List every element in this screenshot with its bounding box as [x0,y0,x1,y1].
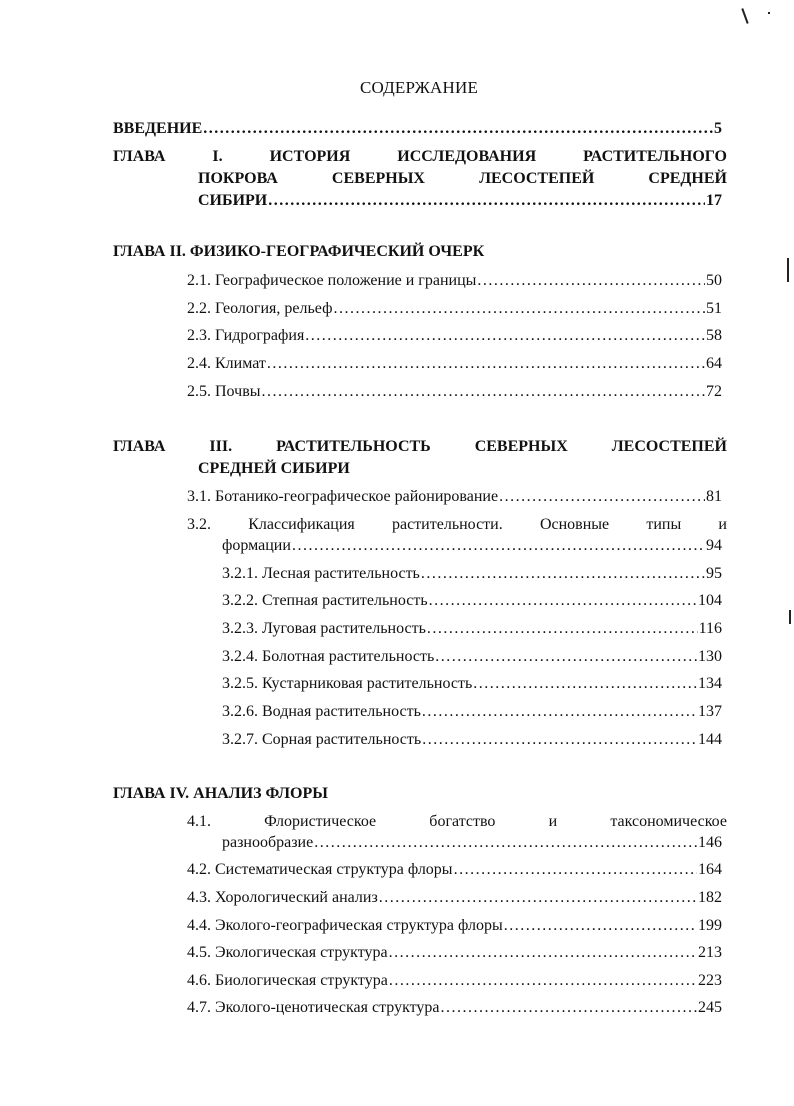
toc-leader [421,563,705,585]
scan-mark [787,258,789,282]
toc-word: ГЛАВА [113,438,166,455]
toc-entry[interactable] [187,887,722,909]
toc-word: Классификация [248,516,355,533]
toc-label: 3.2.3. Луговая растительность [222,620,426,637]
toc-chapter-1-line1[interactable] [113,146,727,168]
toc-leader [429,590,697,612]
toc-chapter-2-title[interactable]: ГЛАВА II. ФИЗИКО-ГЕОГРАФИЧЕСКИЙ ОЧЕРК [113,243,485,260]
toc-label: 2.5. Почвы [187,383,261,400]
toc-page: 95 [706,565,722,582]
toc-leader [203,118,713,140]
toc-word: растительности. [391,516,503,533]
toc-entry[interactable] [187,942,722,964]
toc-leader [454,859,697,881]
toc-label: 3.1. Ботанико-географическое районирование [187,488,499,505]
toc-label: 3.2.4. Болотная растительность [222,648,435,665]
toc-entry-4-1-line2[interactable] [222,832,722,854]
toc-word: ЛЕСОСТЕПЕЙ [611,438,727,455]
toc-leader [333,298,705,320]
toc-leader [305,325,705,347]
toc-leader [292,535,705,557]
toc-word: СРЕДНЕЙ [648,170,727,187]
toc-page: 116 [698,620,722,637]
toc-entry[interactable] [187,915,722,937]
toc-entry[interactable] [187,970,722,992]
toc-entry[interactable] [187,859,722,881]
toc-leader [435,646,697,668]
toc-word: I. [212,148,223,165]
toc-leader [427,618,698,640]
toc-label: формации [222,537,291,554]
toc-label: 2.2. Геология, рельеф [187,300,333,317]
toc-label: 3.2.7. Сорная растительность [222,731,422,748]
toc-page: 51 [706,300,722,317]
toc-leader [314,832,697,854]
scan-mark [741,8,748,24]
toc-page: 64 [706,355,722,372]
toc-word: и [718,516,727,533]
scan-mark [789,610,791,624]
toc-page: 130 [698,648,722,665]
toc-label: СИБИРИ [198,192,268,209]
toc-entry-intro[interactable] [113,118,722,140]
toc-label: 2.4. Климат [187,355,266,372]
toc-leader [499,486,705,508]
scan-mark [768,12,770,14]
toc-page: 137 [698,703,722,720]
toc-word: и [548,813,558,830]
toc-word: СЕВЕРНЫХ [331,170,425,187]
toc-label: 4.7. Эколого-ценотическая структура [187,999,440,1016]
toc-page: 58 [706,327,722,344]
toc-entry[interactable] [187,325,722,347]
toc-page: 94 [706,537,722,554]
toc-page: 146 [698,834,722,851]
toc-label: 3.2.5. Кустарниковая растительность [222,675,473,692]
page-title: СОДЕРЖАНИЕ [359,78,479,97]
toc-word: богатство [429,813,496,830]
toc-leader [267,353,705,375]
toc-word: ЛЕСОСТЕПЕЙ [479,170,595,187]
toc-page: 104 [698,592,722,609]
toc-entry[interactable] [187,298,722,320]
toc-leader [441,997,697,1019]
toc-leader [504,915,697,937]
toc-page: 199 [698,917,722,934]
toc-leader [389,942,697,964]
toc-label: 4.2. Систематическая структура флоры [187,861,453,878]
toc-page: 134 [698,675,722,692]
toc-word: типы [646,516,682,533]
toc-page: 213 [698,944,722,961]
toc-entry[interactable] [187,353,722,375]
toc-label: 4.5. Экологическая структура [187,944,388,961]
toc-word: ПОКРОВА [198,170,278,187]
toc-label: 3.2.1. Лесная растительность [222,565,420,582]
toc-entry-4-1-line1[interactable] [187,811,727,833]
toc-page: 50 [706,272,722,289]
toc-leader [477,270,705,292]
toc-label: 3.2.2. Степная растительность [222,592,428,609]
toc-page: 182 [698,889,722,906]
toc-page: 81 [706,488,722,505]
toc-leader [473,673,697,695]
toc-chapter-4-title[interactable]: ГЛАВА IV. АНАЛИЗ ФЛОРЫ [113,785,328,802]
toc-entry[interactable] [187,381,722,403]
toc-label: разнообразие [222,834,314,851]
toc-word: 3.2. [187,516,211,533]
toc-leader [389,970,697,992]
toc-label: 2.3. Гидрография [187,327,305,344]
toc-label: 2.1. Географическое положение и границы [187,272,477,289]
toc-word: ГЛАВА [113,148,166,165]
toc-label: 4.4. Эколого-географическая структура флоры [187,917,503,934]
toc-subentry[interactable] [222,673,722,695]
toc-subentry[interactable] [222,618,722,640]
toc-chapter-1-line2[interactable] [198,168,727,190]
toc-subentry[interactable] [222,701,722,723]
toc-page: 223 [698,972,722,989]
toc-word: РАСТИТЕЛЬНОГО [583,148,727,165]
toc-entry[interactable] [187,486,722,508]
toc-page: 245 [698,999,722,1016]
toc-page: 17 [706,192,722,209]
toc-label: 3.2.6. Водная растительность [222,703,421,720]
toc-entry-3-2-line1[interactable] [187,514,727,536]
toc-subentry[interactable] [222,590,722,612]
toc-entry[interactable] [187,270,722,292]
toc-page: 72 [706,383,722,400]
toc-word: ИССЛЕДОВАНИЯ [397,148,537,165]
toc-chapter-1-line3[interactable] [198,190,722,212]
toc-word: 4.1. [187,813,211,830]
toc-word: РАСТИТЕЛЬНОСТЬ [276,438,431,455]
toc-word: таксономическое [610,813,727,830]
toc-word: III. [209,438,233,455]
toc-leader [379,887,697,909]
toc-word: ИСТОРИЯ [269,148,351,165]
toc-subentry[interactable] [222,729,722,751]
toc-page: 164 [698,861,722,878]
toc-word: СЕВЕРНЫХ [474,438,568,455]
toc-leader [268,190,705,212]
toc-leader [422,701,697,723]
toc-page: 144 [698,731,722,748]
toc-page: 5 [714,120,722,137]
toc-entry[interactable] [187,997,722,1019]
toc-subentry[interactable] [222,563,722,585]
toc-label: ВВЕДЕНИЕ [113,120,203,137]
toc-label: 4.3. Хорологический анализ [187,889,378,906]
toc-chapter-3-line2[interactable]: СРЕДНЕЙ СИБИРИ [198,460,350,477]
toc-label: 4.6. Биологическая структура [187,972,388,989]
toc-chapter-3-line1[interactable] [113,436,727,458]
toc-leader [422,729,697,751]
toc-entry-3-2-line2[interactable] [222,535,722,557]
toc-subentry[interactable] [222,646,722,668]
toc-word: Основные [539,516,610,533]
toc-word: Флористическое [264,813,377,830]
toc-leader [262,381,706,403]
